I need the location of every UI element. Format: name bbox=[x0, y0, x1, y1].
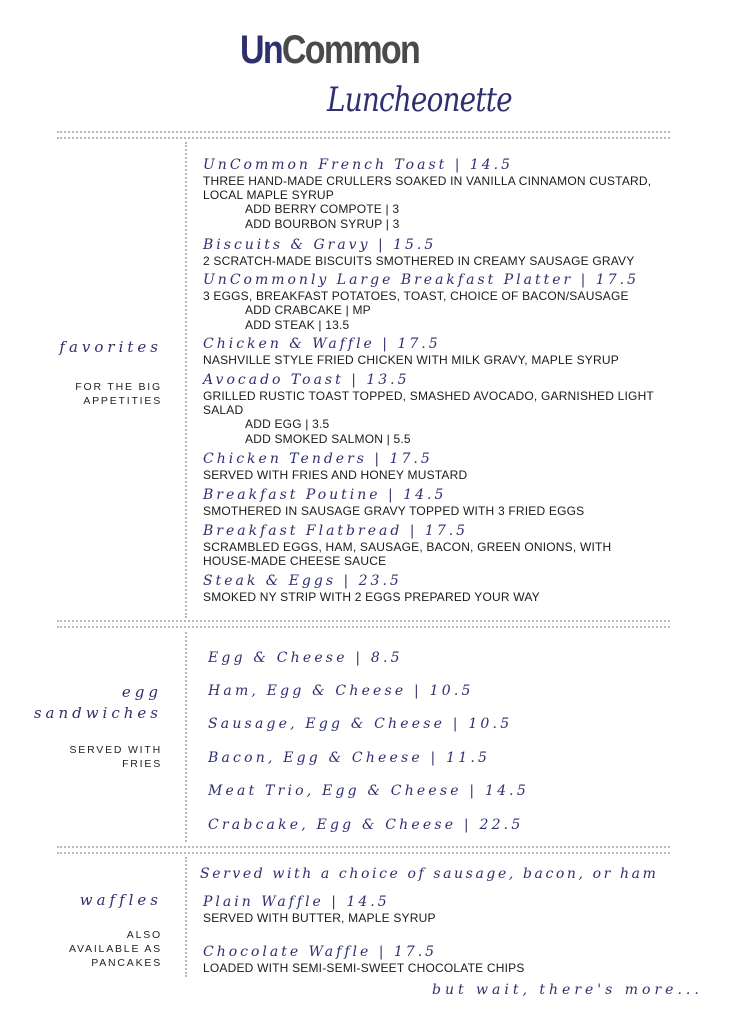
item-name: UnCommonly Large Breakfast Platter | 17.5 bbox=[203, 272, 639, 288]
waffles-note: Served with a choice of sausage, bacon, or ham bbox=[200, 866, 659, 882]
menu-item bbox=[203, 336, 673, 367]
item-name: Breakfast Poutine | 14.5 bbox=[203, 487, 447, 503]
menu-item bbox=[203, 272, 673, 333]
waffles-title: waffles bbox=[79, 891, 162, 909]
favorites-subtitle-2: APPETITIES bbox=[83, 395, 162, 407]
logo-subtitle: Luncheonette bbox=[327, 80, 512, 120]
item-desc: SMOTHERED IN SAUSAGE GRAVY TOPPED WITH 3 FRIED EGGS bbox=[203, 504, 585, 518]
sandwich-item: Bacon, Egg & Cheese | 11.5 bbox=[208, 750, 491, 766]
egg-sandwiches-title-2: sandwiches bbox=[33, 704, 162, 722]
item-name: Chicken Tenders | 17.5 bbox=[203, 451, 433, 467]
favorites-title: favorites bbox=[59, 338, 162, 356]
menu-item bbox=[203, 372, 673, 447]
logo-un: Un bbox=[240, 28, 282, 72]
item-name: UnCommon French Toast | 14.5 bbox=[203, 157, 514, 173]
item-desc: LOADED WITH SEMI-SEMI-SWEET CHOCOLATE CHIPS bbox=[203, 961, 525, 975]
menu-item bbox=[203, 157, 673, 232]
item-desc: SERVED WITH FRIES AND HONEY MUSTARD bbox=[203, 468, 468, 482]
sandwich-item: Sausage, Egg & Cheese | 10.5 bbox=[208, 716, 513, 732]
logo-wordmark bbox=[240, 28, 419, 73]
item-desc: GRILLED RUSTIC TOAST TOPPED, SMASHED AVOCADO, GARNISHED LIGHT bbox=[203, 389, 654, 403]
item-desc: HOUSE-MADE CHEESE SAUCE bbox=[203, 554, 387, 568]
item-desc: NASHVILLE STYLE FRIED CHICKEN WITH MILK GRAVY, MAPLE SYRUP bbox=[203, 353, 619, 367]
item-name: Avocado Toast | 13.5 bbox=[203, 372, 410, 388]
item-desc: SALAD bbox=[203, 403, 244, 417]
waffles-subtitle-1: ALSO bbox=[126, 929, 162, 941]
item-name: Plain Waffle | 14.5 bbox=[203, 894, 390, 910]
item-name: Biscuits & Gravy | 15.5 bbox=[203, 237, 437, 253]
item-addon: ADD CRABCAKE | MP bbox=[245, 303, 371, 317]
item-desc: SERVED WITH BUTTER, MAPLE SYRUP bbox=[203, 911, 436, 925]
item-name: Breakfast Flatbread | 17.5 bbox=[203, 523, 469, 539]
item-addon: ADD SMOKED SALMON | 5.5 bbox=[245, 432, 411, 446]
sandwich-item: Meat Trio, Egg & Cheese | 14.5 bbox=[208, 783, 529, 799]
divider-top-2 bbox=[57, 137, 670, 139]
menu-item bbox=[203, 573, 673, 604]
divider-favorites-vertical bbox=[185, 142, 187, 618]
menu-item bbox=[203, 894, 673, 925]
divider-sandwiches-vertical bbox=[185, 632, 187, 842]
item-addon: ADD BERRY COMPOTE | 3 bbox=[245, 202, 400, 216]
item-addon: ADD EGG | 3.5 bbox=[245, 417, 330, 431]
menu-item bbox=[203, 237, 673, 268]
item-desc: 3 EGGS, BREAKFAST POTATOES, TOAST, CHOICE OF BACON/SAUSAGE bbox=[203, 289, 629, 303]
menu-item bbox=[203, 487, 673, 518]
egg-sandwiches-subtitle-2: FRIES bbox=[122, 758, 162, 770]
more-note: but wait, there's more... bbox=[432, 982, 703, 998]
item-desc: 2 SCRATCH-MADE BISCUITS SMOTHERED IN CREAMY SAUSAGE GRAVY bbox=[203, 254, 635, 268]
menu-item bbox=[203, 451, 673, 482]
item-desc: SCRAMBLED EGGS, HAM, SAUSAGE, BACON, GREEN ONIONS, WITH bbox=[203, 540, 612, 554]
logo-common: Common bbox=[281, 28, 420, 72]
divider-waffles-vertical bbox=[185, 857, 187, 977]
sandwich-item: Egg & Cheese | 8.5 bbox=[208, 650, 403, 666]
waffles-subtitle-3: PANCAKES bbox=[91, 957, 162, 969]
divider-mid-2 bbox=[57, 626, 670, 628]
item-name: Chicken & Waffle | 17.5 bbox=[203, 336, 441, 352]
item-desc: THREE HAND-MADE CRULLERS SOAKED IN VANILLA CINNAMON CUSTARD, bbox=[203, 174, 652, 188]
waffles-subtitle-2: AVAILABLE AS bbox=[68, 943, 162, 955]
item-addon: ADD BOURBON SYRUP | 3 bbox=[245, 217, 400, 231]
item-desc: SMOKED NY STRIP WITH 2 EGGS PREPARED YOUR WAY bbox=[203, 590, 540, 604]
egg-sandwiches-subtitle-1: SERVED WITH bbox=[69, 744, 162, 756]
sandwich-item: Ham, Egg & Cheese | 10.5 bbox=[208, 683, 474, 699]
item-desc: LOCAL MAPLE SYRUP bbox=[203, 188, 334, 202]
divider-top-1 bbox=[57, 131, 670, 133]
egg-sandwiches-title-1: egg bbox=[121, 683, 162, 701]
menu-item bbox=[203, 944, 673, 975]
sandwich-item: Crabcake, Egg & Cheese | 22.5 bbox=[208, 817, 524, 833]
divider-bottom-2 bbox=[57, 852, 670, 854]
item-name: Steak & Eggs | 23.5 bbox=[203, 573, 402, 589]
item-name: Chocolate Waffle | 17.5 bbox=[203, 944, 438, 960]
item-addon: ADD STEAK | 13.5 bbox=[245, 318, 350, 332]
divider-mid-1 bbox=[57, 620, 670, 622]
menu-item bbox=[203, 523, 673, 568]
favorites-subtitle-1: FOR THE BIG bbox=[75, 381, 162, 393]
divider-bottom-1 bbox=[57, 846, 670, 848]
